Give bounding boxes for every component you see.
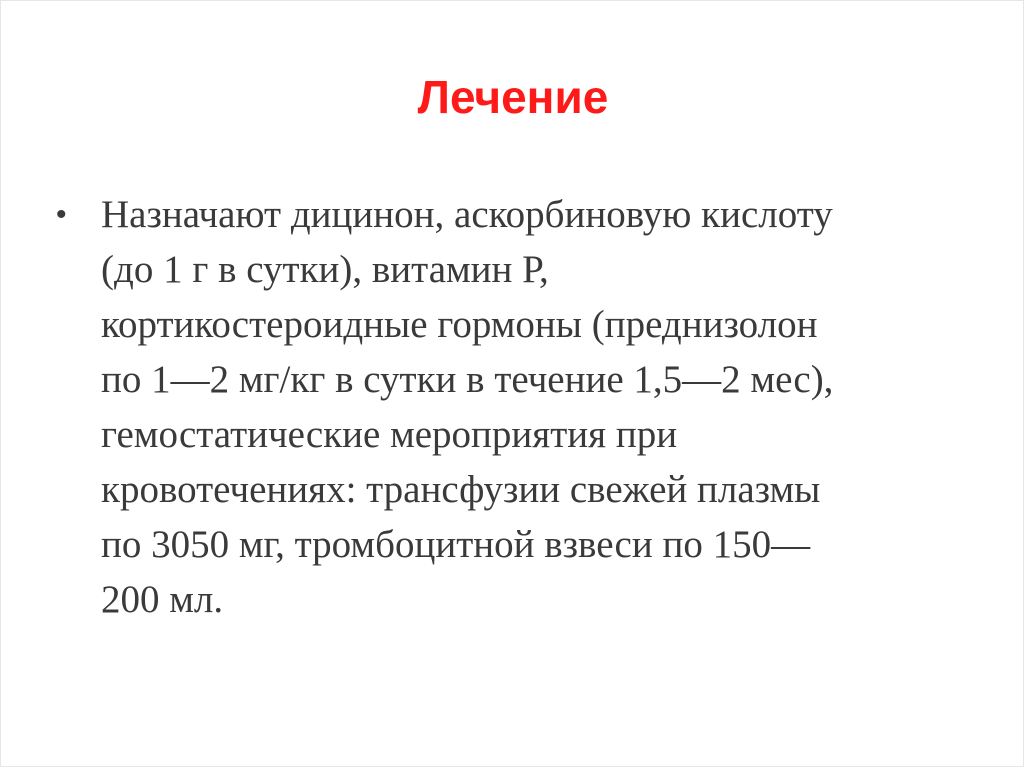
- bullet-text-line: кровотечениях: трансфузии свежей плазмы: [101, 468, 821, 511]
- bullet-text-line: Назначают дицинон, аскорбиновую кислоту: [101, 193, 833, 236]
- bullet-list: [56, 187, 961, 627]
- bullet-text-line: кортикостероидные гормоны (преднизолон: [101, 303, 818, 346]
- bullet-text-line: 200 мл.: [101, 578, 224, 621]
- bullet-dot-icon: •: [56, 198, 67, 231]
- bullet-text-line: (до 1 г в сутки), витамин Р,: [101, 248, 549, 291]
- bullet-text-line: гемостатические мероприятия при: [101, 413, 678, 456]
- slide-title: Лечение: [417, 71, 609, 123]
- bullet-item: [56, 187, 961, 627]
- bullet-text-line: по 1—2 мг/кг в сутки в течение 1,5—2 мес),: [101, 358, 834, 401]
- bullet-text-line: по 3050 мг, тромбоцитной взвеси по 150—: [101, 523, 811, 566]
